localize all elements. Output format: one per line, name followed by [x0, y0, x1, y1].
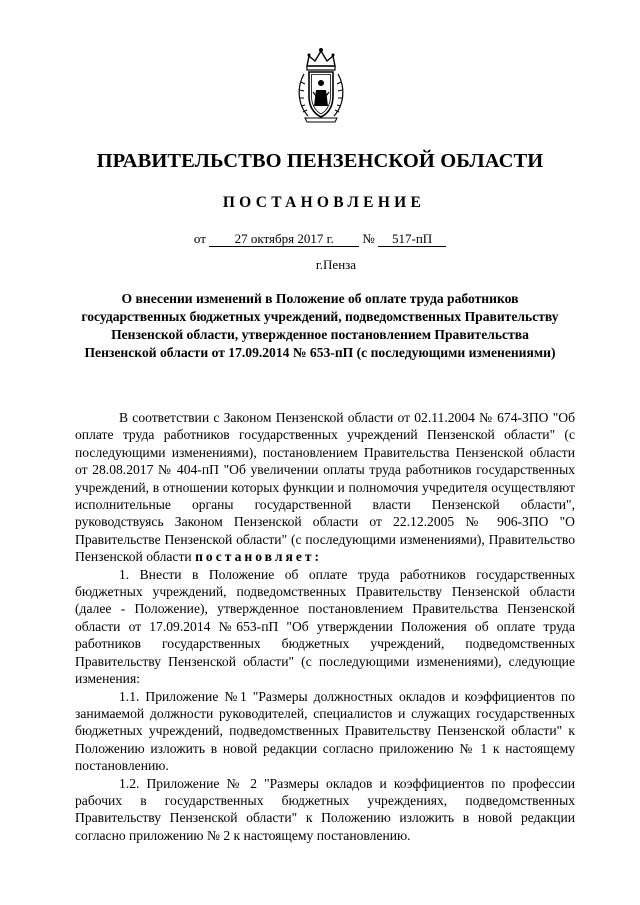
preamble-text: В соответствии с Законом Пензенской области от 02.11.2004 № 674-ЗПО "Об оплате труда работников государственных учреждений Пензенской области" (с последующими изменениями), постановлением Правительства Пензенской области от 28.08.2017 № 404-пП "Об увеличении оплаты труда работников государственных учреждений, в отношении которых функции и полномочия учредителя осуществляют исполнительные органы государственной власти Пензенской области", руководствуясь Законом Пензенской области от 22.12.2005 № 906-ЗПО "О Правительстве Пензенской области" (с последующими изменениями), Правительство Пензенской области: [75, 410, 575, 565]
paragraph-item-1-1: 1.1. Приложение №1 "Размеры должностных окладов и коэффициентов по занимаемой должности руководителей, специалистов и служащих государственных бюджетных учреждений, подведомственных Правительству Пензенской области" к Положению изложить в новой редакции согласно приложению № 1 к настоящему постановлению.: [75, 688, 575, 774]
date-prefix: от: [193, 231, 206, 246]
date-number-row: [0, 231, 640, 247]
decree-word: постановляет:: [195, 549, 323, 565]
paragraph-item-1-2: 1.2. Приложение № 2 "Размеры окладов и коэффициентов по профессии рабочих в государственных бюджетных учреждениях, подведомственных Правительству Пензенской области" к Положению изложить в новой редакции согласно приложению № 2 к настоящему постановлению.: [75, 775, 575, 843]
paragraph-item-1: 1. Внести в Положение об оплате труда работников государственных бюджетных учреждений, подведомственных Правительству Пензенской области (далее - Положение), утвержденное постановлением Правительства Пензенской области от 17.09.2014 №653-пП "Об утверждении Положения об оплате труда работников государственных бюджетных учреждений, подведомственных Правительству Пензенской области" (с последующими изменениями), следующие изменения:: [75, 566, 575, 687]
document-number: 517-пП: [378, 232, 446, 247]
city: г.Пенза: [315, 257, 357, 272]
document-type: ПОСТАНОВЛЕНИЕ: [222, 194, 426, 211]
number-prefix: №: [362, 231, 375, 246]
preamble-paragraph: [75, 409, 575, 566]
coat-of-arms-icon: [295, 46, 347, 124]
document-title: О внесении изменений в Положение об оплате труда работников государственных бюджетных учреждений, подведомственных Правительству Пензенской области, утвержденное постановлением Правительства Пензенской области от 17.09.2014 № 653-пП (с последующими изменениями): [81, 291, 559, 360]
document-body: [75, 409, 575, 844]
document-date: 27 октября 2017 г.: [209, 232, 359, 247]
government-title: ПРАВИТЕЛЬСТВО ПЕНЗЕНСКОЙ ОБЛАСТИ: [96, 150, 544, 172]
